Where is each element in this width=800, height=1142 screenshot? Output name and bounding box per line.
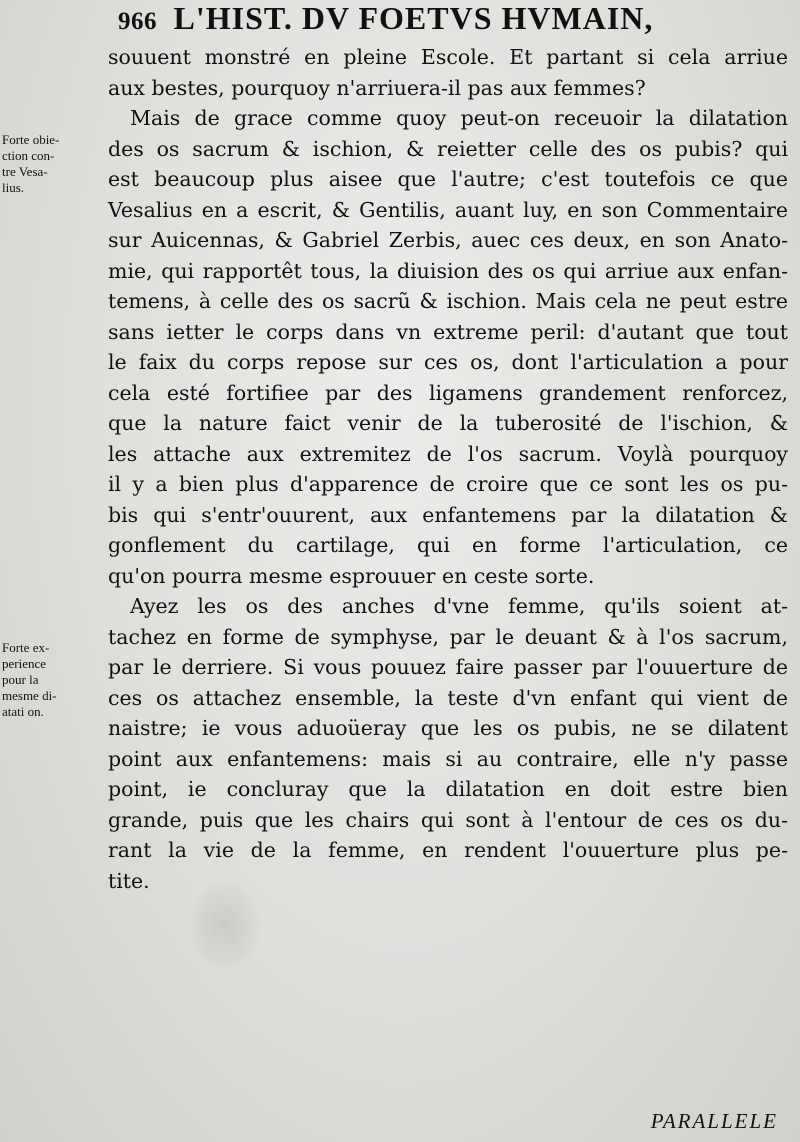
text-line: le faix du corps repose sur ces os, dont l'articulation a pour xyxy=(108,350,788,374)
margin-note-line: tre Vesa- xyxy=(2,164,48,179)
text-line: Ayez les os des anches d'vne femme, qu'ils soient at- xyxy=(130,594,788,618)
text-line: cela esté fortifiee par des ligamens grandement renforcez, xyxy=(108,380,788,405)
margin-note-line: atati on. xyxy=(2,704,44,719)
margin-note-objection xyxy=(2,132,98,196)
text-line: naistre; ie vous aduoüeray que les os pubis, ne se dilatent xyxy=(108,716,788,740)
text-line: point aux enfantemens: mais si au contraire, elle n'y passe xyxy=(108,746,788,771)
text-line: mie, qui rapportêt tous, la diuision des os qui arriue aux enfan- xyxy=(108,258,788,283)
text-line: qu'on pourra mesme esprouuer en ceste sorte. xyxy=(108,563,595,588)
text-line: il y a bien plus d'apparence de croire que ce sont les os pu- xyxy=(108,472,788,496)
text-line: par le derriere. Si vous pouuez faire passer par l'ouuerture de xyxy=(108,655,788,679)
margin-note-line: perience xyxy=(2,656,47,671)
page-header xyxy=(118,0,788,42)
body-text xyxy=(108,42,788,896)
running-title: L'HIST. DV FOETVS HVMAIN, xyxy=(173,0,654,36)
text-line: des os sacrum & ischion, & reietter celle des os pubis? qui xyxy=(108,136,788,161)
text-line: ces os attachez ensemble, la teste d'vn enfant qui vient de xyxy=(108,685,788,710)
margin-note-line: Forte obie- xyxy=(2,132,60,147)
text-line: aux bestes, pourquoy n'arriuera-il pas aux femmes? xyxy=(108,75,646,100)
text-line: sans ietter le corps dans vn extreme peril: d'autant que tout xyxy=(108,319,788,344)
text-line: gonflement du cartilage, qui en forme l'articulation, ce xyxy=(108,533,788,557)
page-number: 966 xyxy=(118,8,157,35)
text-line: les attache aux extremitez de l'os sacrum. Voylà pourquoy xyxy=(108,441,788,466)
text-line: tite. xyxy=(108,868,150,893)
text-line: Vesalius en a escrit, & Gentilis, auant luy, en son Commentaire xyxy=(108,197,788,222)
margin-note-line: mesme di- xyxy=(2,688,57,703)
text-line: bis qui s'entr'ouurent, aux enfantemens par la dilatation & xyxy=(108,502,788,527)
text-line: point, ie concluray que la dilatation en doit estre bien xyxy=(108,777,788,801)
margin-note-line: Forte ex- xyxy=(2,640,50,655)
margin-note-line: lius. xyxy=(2,180,25,195)
text-line: grande, puis que les chairs qui sont à l'entour de ces os du- xyxy=(108,807,788,832)
text-line: temens, à celle des os sacrũ & ischion. Mais cela ne peut estre xyxy=(108,289,788,313)
text-line: que la nature faict venir de la tuberosité de l'ischion, & xyxy=(108,411,788,435)
catchword: PARALLELE xyxy=(650,1109,778,1133)
text-line: souuent monstré en pleine Escole. Et partant si cela arriue xyxy=(108,45,788,69)
text-line: Mais de grace comme quoy peut-on receuoir la dilatation xyxy=(130,106,788,130)
margin-note-experience xyxy=(2,640,98,720)
text-line: est beaucoup plus aisee que l'autre; c'est toutefois ce que xyxy=(108,167,788,191)
text-line: tachez en forme de symphyse, par le deuant & à l'os sacrum, xyxy=(108,624,788,649)
text-line: sur Auicennas, & Gabriel Zerbis, auec ces deux, en son Anato- xyxy=(108,228,788,252)
text-line: rant la vie de la femme, en rendent l'ouuerture plus pe- xyxy=(108,838,788,862)
margin-note-line: pour la xyxy=(2,672,39,687)
margin-note-line: ction con- xyxy=(2,148,55,163)
